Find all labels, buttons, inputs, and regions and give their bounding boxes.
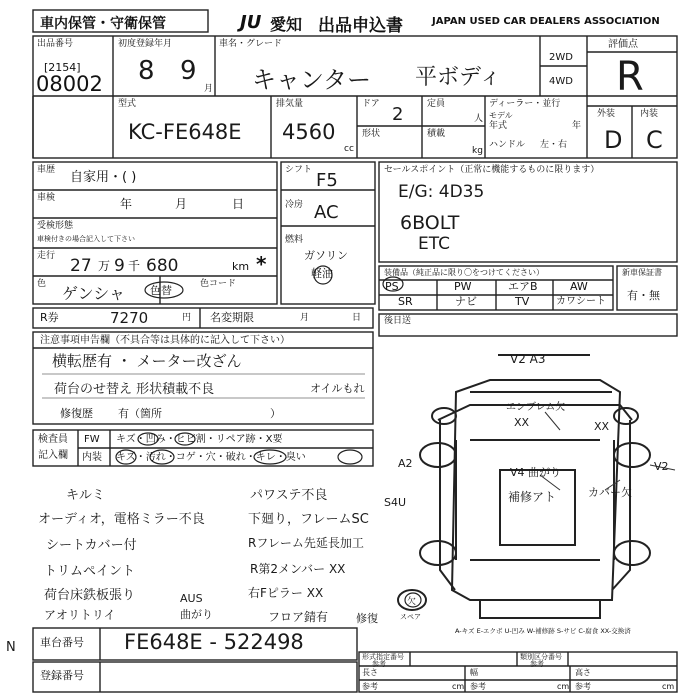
odometer-rest: 680 [146, 256, 179, 276]
equip-ps: PS [385, 280, 399, 293]
model-value: KC-FE648E [128, 120, 242, 144]
length-label: 長さ [362, 668, 378, 677]
sales-points-label: セールスポイント（正常に機能するものに限ります） [384, 165, 600, 175]
acceptance-note: 車検付きの場合記入して下さい [37, 235, 135, 243]
load-label: 積載 [427, 129, 446, 139]
diagram-s4u: S4U [384, 496, 407, 509]
color-label: 色 [37, 279, 47, 289]
inspection-month-unit: 月 [175, 197, 188, 211]
chassis-number: FE648E - 522498 [124, 630, 304, 654]
cert1-label: 形式指定番号 [362, 653, 404, 661]
cert-frame [359, 652, 677, 692]
logo-mark: JU [240, 12, 262, 33]
association-name: JAPAN USED CAR DEALERS ASSOCIATION [432, 16, 660, 27]
month-unit: 月 [204, 84, 214, 94]
odometer-sen-unit: 千 [128, 259, 141, 273]
inspector-fw-label: FW [84, 434, 100, 445]
chassis-label: 車台番号 [40, 636, 84, 649]
cc-unit: cc [344, 144, 354, 154]
diagram-spare-mark: 欠 [407, 597, 417, 607]
equip-sr: SR [398, 295, 413, 308]
kg-unit: kg [472, 146, 483, 156]
hw-note: オーディオ，電格ミラー不良 [38, 512, 205, 527]
cert1-sub: 参考 [372, 660, 386, 668]
sales-point-bolt: 6BOLT [400, 212, 460, 234]
odometer-unit: km [232, 260, 250, 273]
drive-4wd: 4WD [549, 76, 573, 87]
eval-score: R [616, 54, 644, 100]
person-unit: 人 [474, 114, 484, 124]
yen-unit: 円 [182, 313, 192, 323]
odometer-sen: 9 [114, 256, 125, 276]
hw-note: R第2メンバー XX [250, 562, 346, 576]
notes-title: 注意事項申告欄（不具合等は具体的に記入して下さい） [40, 335, 290, 346]
inspector-int-text: キズ・汚れ・コゲ・穴・破れ・キレ・臭い [116, 452, 306, 463]
height-ref: 参考 [575, 682, 591, 691]
exterior-label: 外装 [597, 109, 616, 119]
door-value: 2 [392, 104, 404, 125]
dealer-label: ディーラー・並行 [489, 99, 561, 109]
inspection-day-unit: 日 [232, 197, 245, 211]
hw-note: パワステ不良 [250, 488, 328, 503]
lot-number: 08002 [36, 72, 103, 96]
form-title: 出品申込書 [318, 16, 403, 36]
hw-note: 荷台床鉄板張り [44, 588, 136, 603]
length-unit: cm [452, 682, 465, 691]
year-label: 年式 [489, 121, 508, 131]
drive-2wd: 2WD [549, 52, 573, 63]
diagram-v4: V4 曲がり [510, 466, 562, 479]
hw-note: フロア錆有 [268, 610, 329, 624]
reg-month: 9 [180, 56, 197, 86]
inspection-year-unit: 年 [120, 197, 133, 211]
diagram-v2a3: V2 A3 [510, 352, 546, 366]
repair-history-value: 有（箇所 [118, 407, 162, 420]
width-ref: 参考 [470, 682, 486, 691]
inspector-int-label: 内装 [82, 452, 102, 463]
color-change-label: 色替 [150, 284, 172, 297]
equipment-label: 装備品（純正品に限り〇をつけてください） [384, 268, 544, 277]
car-grade: 平ボディ [415, 65, 502, 90]
cert2-sub: 参考 [530, 660, 544, 668]
corner-mark: N [6, 640, 16, 655]
equip-airbag: エアB [508, 280, 538, 293]
recycle-frame [33, 308, 373, 328]
reg-year: 8 [138, 56, 155, 86]
odometer-man-unit: 万 [98, 259, 111, 273]
deadline-day: 日 [352, 313, 362, 323]
displacement-label: 排気量 [276, 99, 304, 109]
odometer-mark: * [256, 252, 267, 276]
logo-text: 愛知 [270, 15, 303, 34]
equip-navi: ナビ [455, 295, 477, 308]
interior-grade: C [646, 126, 663, 154]
hw-note: 下廻り，フレームSC [248, 512, 369, 527]
year-unit: 年 [572, 121, 582, 131]
car-name: キャンター [252, 66, 372, 94]
ac-label: 冷房 [285, 200, 304, 210]
capacity-label: 定員 [427, 99, 446, 109]
hw-note: AUS [180, 592, 203, 605]
repair-history-label: 修復歴 [60, 407, 93, 420]
repair-history-close: ） [270, 407, 281, 420]
eval-label: 評価点 [608, 39, 638, 50]
deadline-month: 月 [300, 313, 310, 323]
history-value: 自家用・( ) [70, 170, 137, 185]
model-label: 型式 [118, 99, 137, 109]
reg-date-label: 初度登録年月 [118, 39, 173, 49]
diagram-legend: A-キズ E-エクボ U-凹み W-補修跡 S-サビ C-腐食 XX-交換済 [455, 627, 631, 635]
color-code-label: 色コード [200, 279, 237, 289]
equip-tv: TV [515, 295, 530, 308]
diagram-spare-label: スペア [400, 613, 421, 621]
diagram-emblem: エンブレム欠 [506, 402, 566, 413]
lot-prefix: [2154] [44, 61, 81, 74]
cert2-label: 類別区分番号 [520, 653, 562, 661]
displacement-value: 4560 [282, 120, 336, 144]
shape-label: 形状 [362, 129, 381, 139]
sales-point-etc: ETC [418, 234, 450, 254]
fuel-diesel: 軽油 [311, 267, 333, 280]
handle-label: ハンドル [489, 140, 526, 150]
odometer-man: 27 [70, 256, 92, 276]
deadline-label: 名変期限 [210, 311, 254, 324]
shift-value: F5 [316, 170, 338, 191]
ac-value: AC [314, 202, 339, 223]
later-label: 後日送 [384, 316, 412, 326]
inspector-entry-label: 記入欄 [38, 450, 68, 461]
width-label: 幅 [470, 668, 478, 677]
notes-line-1: 横転歴有 ・ メーター改ざん [52, 352, 242, 370]
history-label: 車歴 [37, 165, 56, 175]
storage-label: 車内保管・守衛保管 [40, 16, 166, 32]
inspector-label: 検査員 [38, 434, 68, 445]
hw-note: 右Fピラー XX [248, 586, 324, 600]
fuel-gasoline: ガソリン [304, 249, 348, 262]
width-unit: cm [557, 682, 570, 691]
diagram-xx-right: XX [594, 420, 610, 433]
notes-line-2b: オイルもれ [310, 382, 365, 395]
model-year-label: モデル [489, 111, 513, 120]
shift-label: シフト [285, 165, 313, 175]
fuel-label: 燃料 [285, 235, 304, 245]
diagram-v2: V2 [654, 460, 669, 473]
registration-label: 登録番号 [40, 669, 84, 682]
diagram-cover: カバー欠 [588, 486, 632, 499]
warranty-label: 新車保証書 [622, 268, 662, 277]
warranty-options: 有・無 [627, 289, 660, 302]
height-unit: cm [662, 682, 675, 691]
hw-note: Rフレーム先延長加工 [248, 536, 364, 550]
hw-note: キルミ [66, 488, 105, 503]
hw-note: トリムペイント [44, 564, 136, 579]
notes-line-2: 荷台のせ替え 形状積載不良 [54, 382, 215, 397]
exterior-grade: D [604, 126, 623, 154]
inspection-label: 車検 [37, 193, 56, 203]
recycle-value: 7270 [110, 309, 149, 327]
hw-note: シートカバー付 [46, 538, 137, 553]
recycle-label: R券 [40, 311, 59, 324]
diagram-a2: A2 [398, 457, 413, 470]
handle-options: 左・右 [540, 140, 568, 150]
lot-label: 出品番号 [37, 39, 74, 49]
odometer-label: 走行 [37, 251, 56, 261]
door-label: ドア [362, 99, 380, 109]
inspector-fw-text: キズ・凹み・ヒビ割・リペア跡・X要 [116, 434, 283, 445]
color-value: ゲンシャ [62, 284, 125, 303]
later-frame [379, 314, 677, 336]
equip-aw: AW [570, 280, 588, 293]
diagram-xx-front: XX [514, 416, 530, 429]
equip-leather-seat: カワシート [556, 296, 606, 307]
height-label: 高さ [575, 668, 591, 677]
hw-note: アオリトリイ [44, 608, 116, 622]
hw-note: 曲がり [180, 608, 213, 621]
acceptance-label: 受検形態 [37, 221, 74, 231]
interior-label: 内装 [640, 109, 659, 119]
name-grade-label: 車名・グレード [219, 39, 283, 49]
length-ref: 参考 [362, 682, 378, 691]
diagram-repair-mark: 補修アト [508, 490, 557, 504]
hw-note: 修復 [356, 612, 378, 625]
sales-point-engine: E/G: 4D35 [398, 182, 485, 202]
equip-pw: PW [454, 280, 472, 293]
